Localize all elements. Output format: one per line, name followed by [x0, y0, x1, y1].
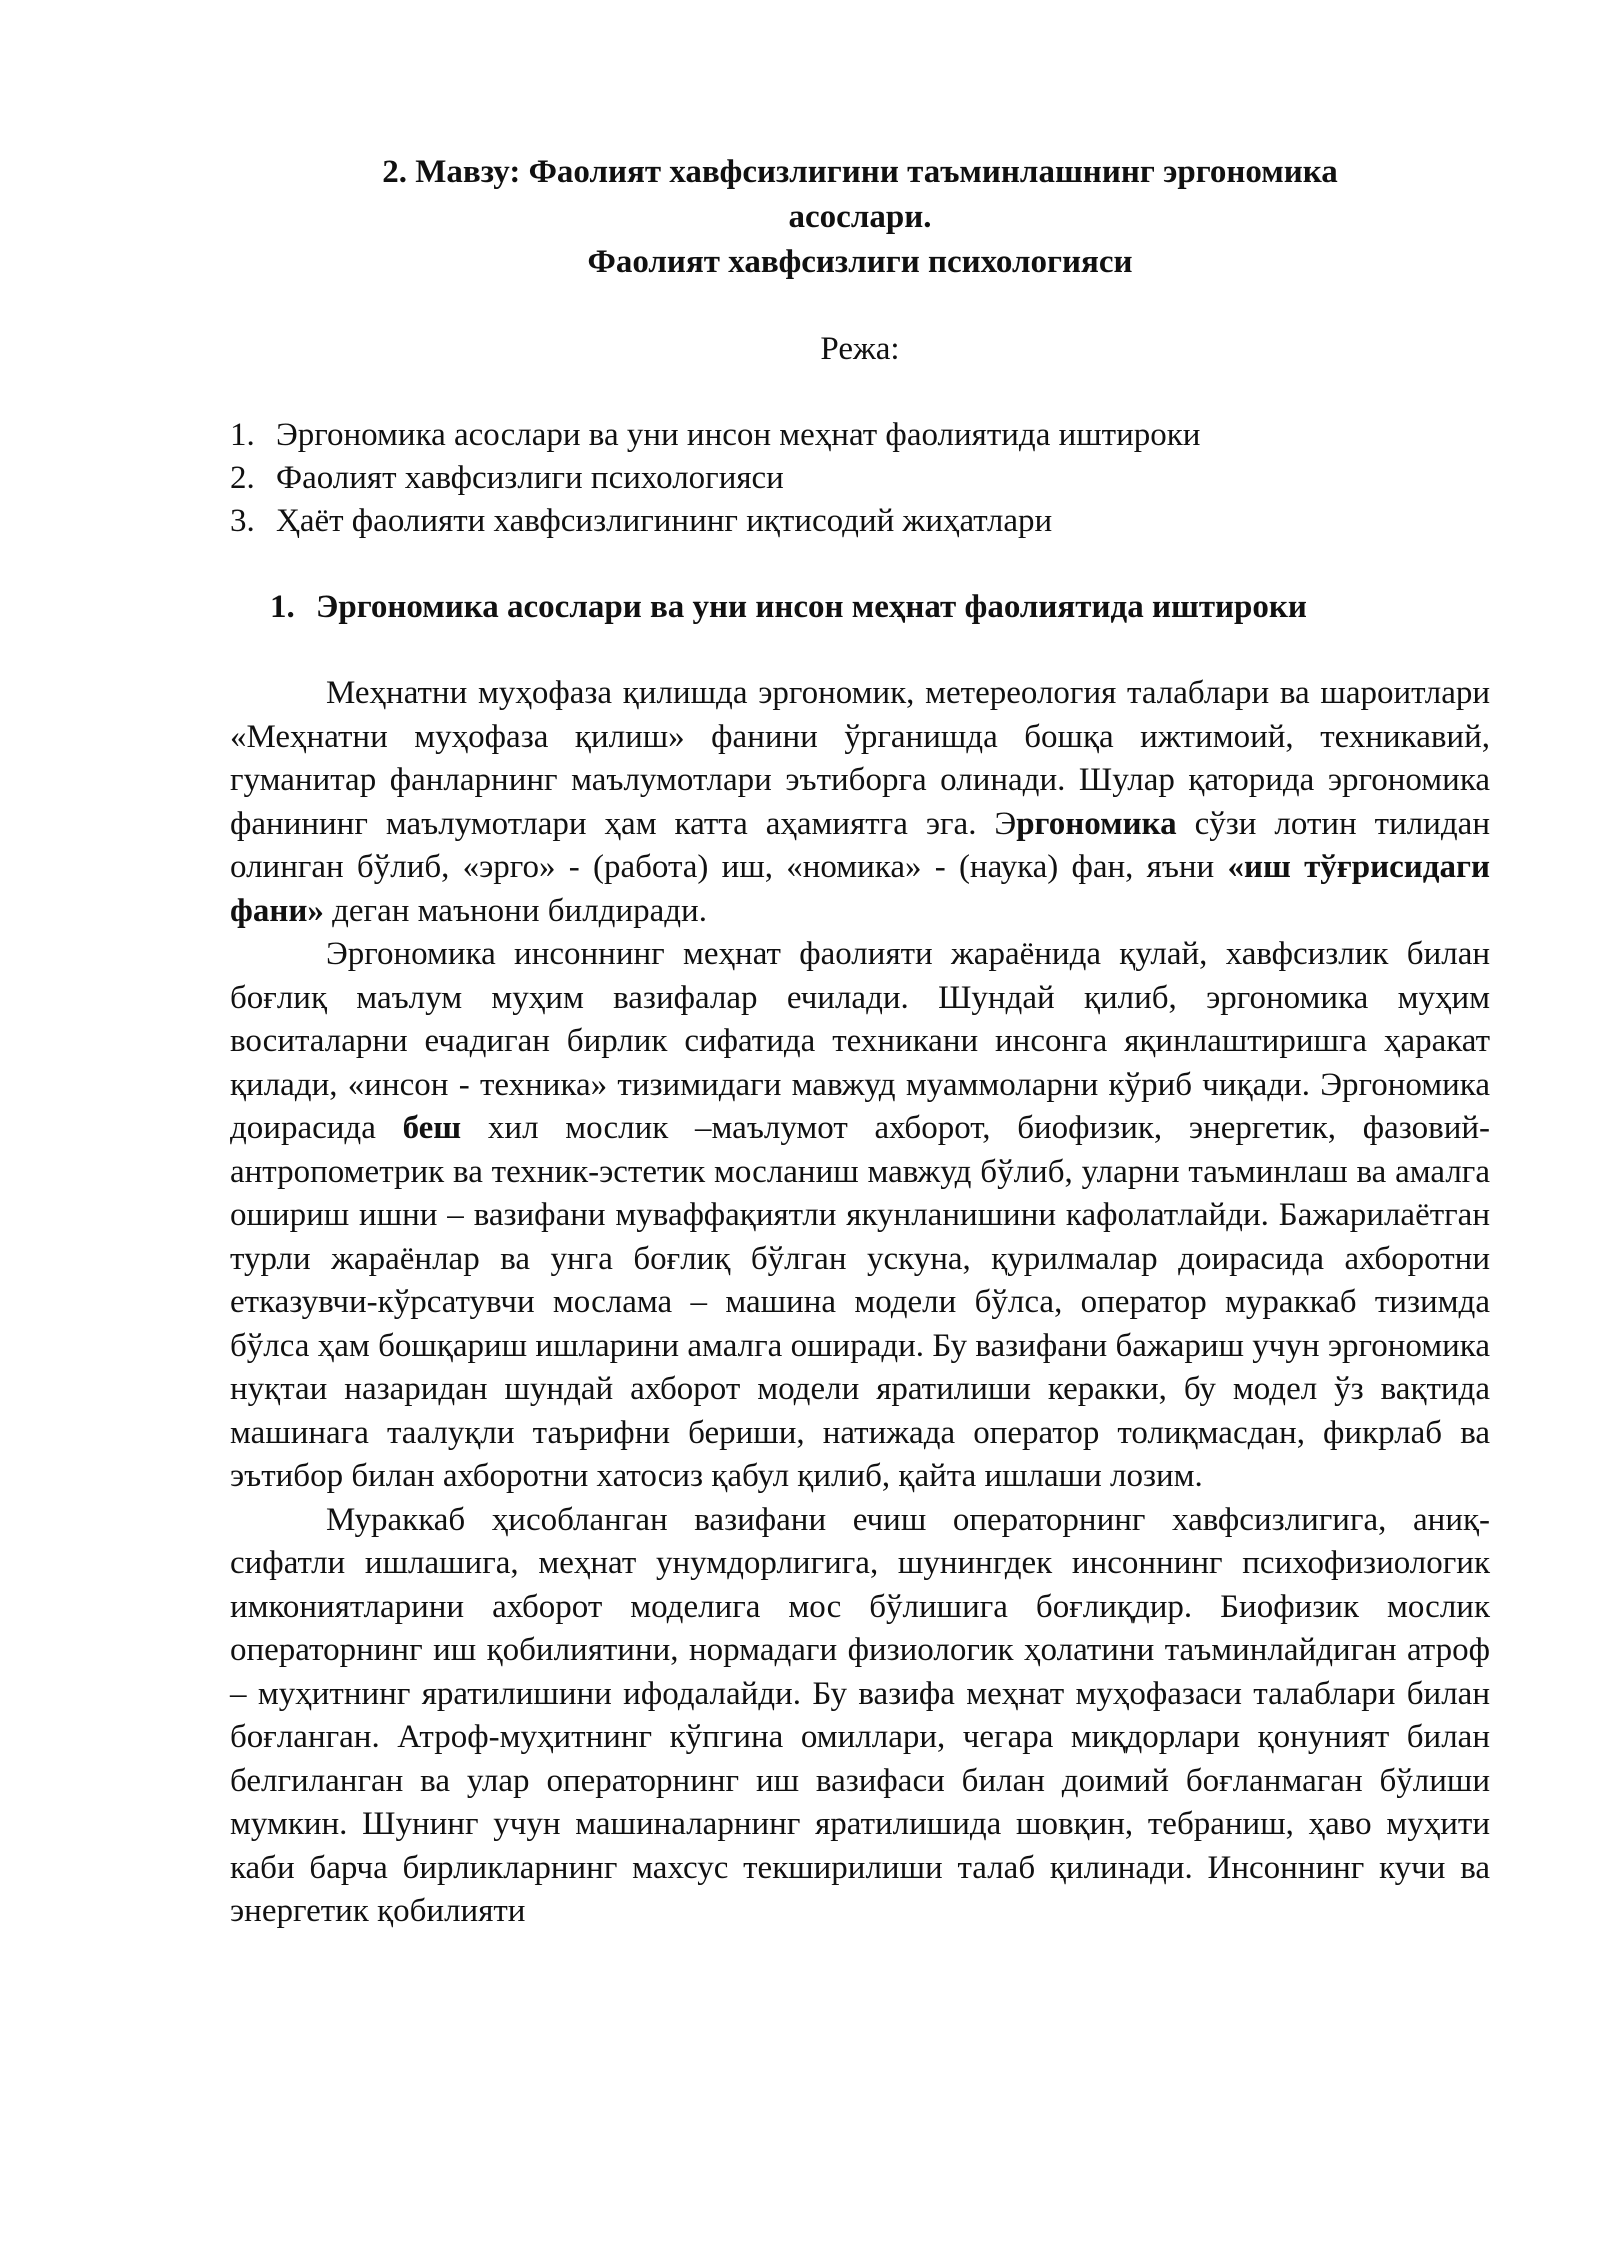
section-heading	[270, 586, 1490, 629]
plan-item-text: Эргономика асослари ва уни инсон меҳнат фаолиятида иштироки	[276, 417, 1201, 453]
document-title	[230, 150, 1490, 285]
plan-item	[230, 414, 1490, 457]
paragraph-text: Мураккаб ҳисобланган вазифани ечиш операторнинг хавфсизлигига, аниқ-сифатли ишлашига, меҳнат унумдорлигига, шунингдек инсоннинг психофизиологик имкониятларини ахборот моделига мос бўлишига боғлиқдир. Биофизик мослик операторнинг иш қобилиятини, нормадаги физиологик ҳолатини таъминлайдиган атроф – муҳитнинг яратилишини ифодалайди. Бу вазифа меҳнат муҳофазаси талаблари билан боғланган. Атроф-муҳитнинг кўпгина омиллари, чегара миқдорлари қонуният билан белгиланган ва улар операторнинг иш вазифаси билан доимий боғланмаган бўлиши мумкин. Шунинг учун машиналарнинг яратилишида шовқин, тебраниш, ҳаво муҳити каби барча бирликларнинг махсус текширилиши талаб қилинади. Инсоннинг кучи ва энергетик қобилияти	[230, 1501, 1490, 1929]
paragraph-2	[230, 933, 1490, 1499]
plan-heading: Режа:	[820, 331, 900, 367]
title-line-1: 2. Мавзу: Фаолият хавфсизлигини таъминлашнинг эргономика	[382, 154, 1338, 190]
paragraph-text: деган маънони билдиради.	[323, 892, 707, 929]
plan-item-number: 1.	[230, 417, 255, 453]
plan-item	[230, 457, 1490, 500]
paragraph-text: Меҳнатни муҳофаза қилишда эргономик, метереология талаблари ва шароитлари «Меҳнатни муҳофаза қилиш» фанини ўрганишда бошқа ижтимоий, техникавий, гуманитар фанларнинг маълумотлари эътиборга олинади. Шулар қаторида эргономика фанининг маълумотлари ҳам катта аҳамиятга эга. Э	[230, 675, 1490, 842]
plan-item	[230, 500, 1490, 543]
plan-item-text: Ҳаёт фаолияти хавфсизлигининг иқтисодий жиҳатлари	[276, 503, 1053, 539]
paragraph-3	[230, 1499, 1490, 1934]
paragraph-text: Эргономика инсоннинг меҳнат фаолияти жараёнида қулай, хавфсизлик билан боғлиқ маълум муҳим вазифалар ечилади. Шундай қилиб, эргономика муҳим воситаларни ечадиган бирлик сифатида техникани инсонга яқинлаштиришга ҳаракат қилади, «инсон - техника» тизимидаги мавжуд муаммоларни кўриб чиқади. Эргономика доирасида	[230, 936, 1490, 1146]
bold-term: беш	[402, 1110, 462, 1146]
plan-item-number: 3.	[230, 503, 255, 539]
bold-definition: «иш тўғрисидаги фани»	[230, 849, 1490, 929]
plan-item-text: Фаолият хавфсизлиги психологияси	[276, 460, 784, 496]
paragraph-1	[230, 672, 1490, 933]
section-heading-text: Эргономика асослари ва уни инсон меҳнат фаолиятида иштироки	[316, 589, 1307, 625]
title-line-2: асослари.	[788, 199, 932, 235]
title-line-3: Фаолият хавфсизлиги психологияси	[587, 244, 1133, 280]
section-number: 1.	[270, 589, 295, 625]
paragraph-text: сўзи лотин тилидан олинган бўлиб, «эрго» - (работа) иш, «номика» - (наука) фан, яъни	[230, 805, 1490, 885]
paragraph-text: хил мослик –маълумот ахборот, биофизик, энергетик, фазовий-антропометрик ва техник-эстетик мосланиш мавжуд бўлиб, уларни таъминлаш ва амалга ошириш ишни – вазифани муваффақиятли якунланишини кафолатлайди. Бажарилаётган турли жараёнлар ва унга боғлиқ бўлган ускуна, қурилмалар доирасида ахборотни етказувчи-кўрсатувчи мослама – машина модели бўлса, оператор мураккаб тизимда бўлса ҳам бошқариш ишларини амалга оширади. Бу вазифани бажариш учун эргономика нуқтаи назаридан шундай ахборот модели яратилиши керакки, бу модел ўз вақтида машинага таалуқли таърифни бериши, натижада оператор толиқмасдан, фикрлаб ва эътибор билан ахборотни хатосиз қабул қилиб, қайта ишлаши лозим.	[230, 1110, 1491, 1494]
bold-term: ргономика	[1016, 805, 1177, 842]
document-page	[230, 150, 1490, 1934]
plan-item-number: 2.	[230, 460, 255, 496]
plan-list	[230, 414, 1490, 543]
